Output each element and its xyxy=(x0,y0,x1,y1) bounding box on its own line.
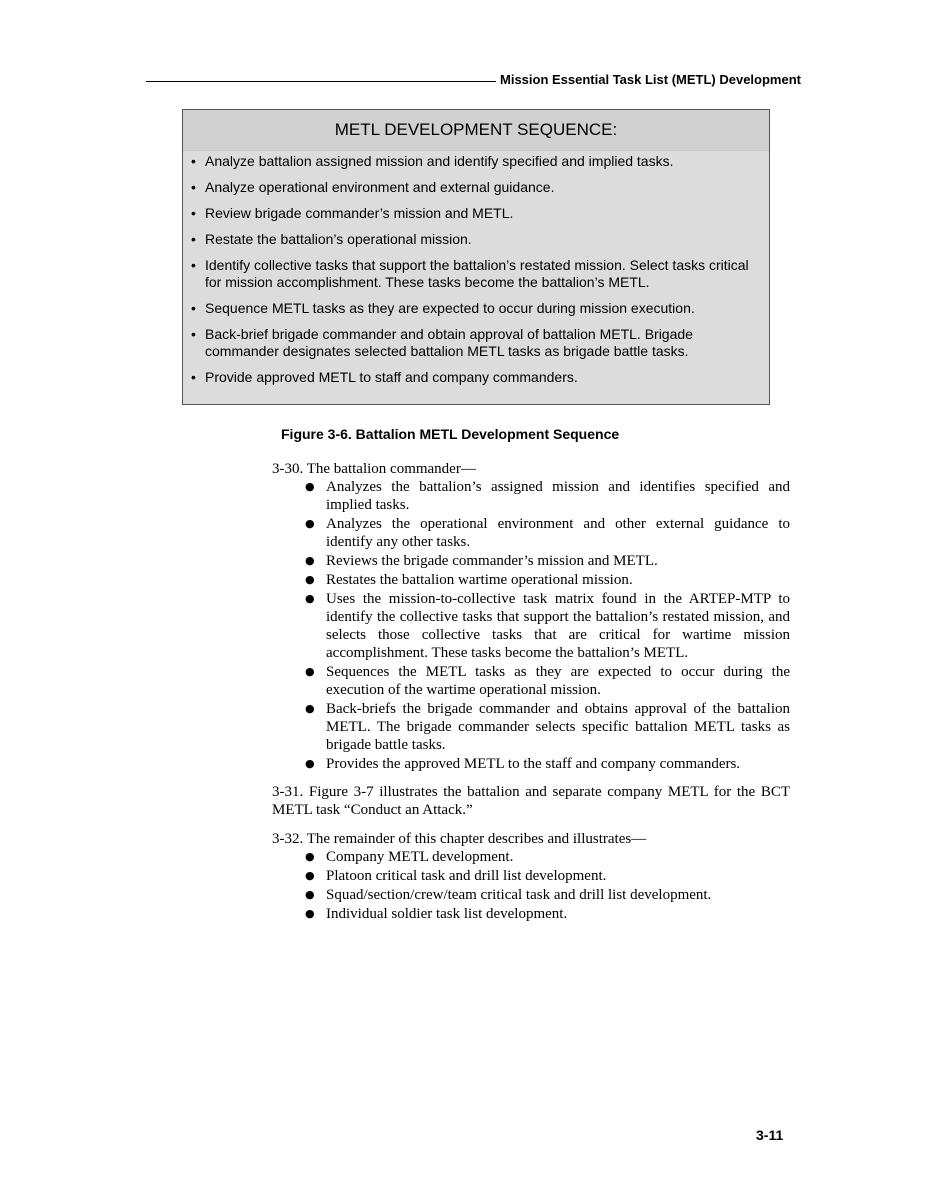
running-header-title: Mission Essential Task List (METL) Development xyxy=(500,72,801,87)
bullet-icon: ● xyxy=(305,888,315,901)
figure-list-item: • Analyze battalion assigned mission and identify specified and implied tasks. xyxy=(191,153,674,169)
bullet-icon: ● xyxy=(305,480,315,493)
figure-list-item: • Back-brief brigade commander and obtain approval of battalion METL. Brigade commander designates selected battalion METL tasks as brigade battle tasks. xyxy=(191,326,693,359)
paragraph-3-30-lead: 3-30. The battalion commander— xyxy=(272,461,476,477)
bullet-icon: ● xyxy=(305,665,315,678)
bullet-icon: • xyxy=(191,326,196,342)
bullet-icon: • xyxy=(191,179,196,195)
list-item: ● Uses the mission-to-collective task matrix found in the ARTEP-MTP to identify the collective tasks that support the battalion’s restated mission, and selects those collective tasks that are critical for wartime mission accomplishment. These tasks become the battalion’s METL. xyxy=(305,591,790,661)
bullet-icon: ● xyxy=(305,850,315,863)
bullet-icon: • xyxy=(191,300,196,316)
list-item: ● Individual soldier task list development. xyxy=(305,906,568,922)
bullet-icon: ● xyxy=(305,573,315,586)
list-item: ● Provides the approved METL to the staff and company commanders. xyxy=(305,756,741,772)
list-item: ● Sequences the METL tasks as they are expected to occur during the execution of the wartime operational mission. xyxy=(305,664,790,698)
list-item: ● Platoon critical task and drill list development. xyxy=(305,868,607,884)
bullet-icon: ● xyxy=(305,517,315,530)
list-item: ● Reviews the brigade commander’s mission and METL. xyxy=(305,553,658,569)
list-item: ● Analyzes the operational environment and other external guidance to identify any other tasks. xyxy=(305,516,790,550)
list-item: ● Restates the battalion wartime operational mission. xyxy=(305,572,633,588)
bullet-icon: • xyxy=(191,205,196,221)
paragraph-3-32-lead: 3-32. The remainder of this chapter describes and illustrates— xyxy=(272,831,647,847)
paragraph-3-31: 3-31. Figure 3-7 illustrates the battalion and separate company METL for the BCT METL task “Conduct an Attack.” xyxy=(272,784,790,818)
figure-bullet-list xyxy=(183,153,769,386)
bullet-icon: • xyxy=(191,153,196,169)
bullet-icon: • xyxy=(191,369,196,385)
list-item: ● Company METL development. xyxy=(305,849,514,865)
body-text xyxy=(272,460,790,933)
metl-sequence-figure xyxy=(182,109,770,405)
list-item: ● Squad/section/crew/team critical task and drill list development. xyxy=(305,887,712,903)
list-item: ● Back-briefs the brigade commander and obtains approval of the battalion METL. The brigade commander selects specific battalion METL tasks as brigade battle tasks. xyxy=(305,701,790,753)
bullet-icon: • xyxy=(191,231,196,247)
bullet-icon: ● xyxy=(305,702,315,715)
bullet-icon: ● xyxy=(305,869,315,882)
figure-caption: Figure 3-6. Battalion METL Development Sequence xyxy=(281,426,620,442)
figure-list-item: • Restate the battalion’s operational mission. xyxy=(191,231,472,247)
page-number: 3-11 xyxy=(756,1127,784,1143)
header-rule xyxy=(146,81,496,82)
figure-list-item: • Provide approved METL to staff and company commanders. xyxy=(191,369,578,385)
bullet-icon: ● xyxy=(305,907,315,920)
bullet-icon: ● xyxy=(305,554,315,567)
bullet-icon: ● xyxy=(305,592,315,605)
figure-list-item: • Review brigade commander’s mission and METL. xyxy=(191,205,514,221)
figure-heading: METL DEVELOPMENT SEQUENCE: xyxy=(183,110,769,151)
list-item: ● Analyzes the battalion’s assigned mission and identifies specified and implied tasks. xyxy=(305,479,790,513)
paragraph-3-30-list xyxy=(272,478,790,773)
figure-list-item: • Analyze operational environment and external guidance. xyxy=(191,179,555,195)
figure-list-item: • Identify collective tasks that support the battalion’s restated mission. Select tasks critical for mission accomplishment. These tasks become the battalion’s METL. xyxy=(191,257,749,290)
bullet-icon: • xyxy=(191,257,196,273)
bullet-icon: ● xyxy=(305,757,315,770)
paragraph-3-32-list xyxy=(272,848,790,923)
figure-list-item: • Sequence METL tasks as they are expected to occur during mission execution. xyxy=(191,300,695,316)
